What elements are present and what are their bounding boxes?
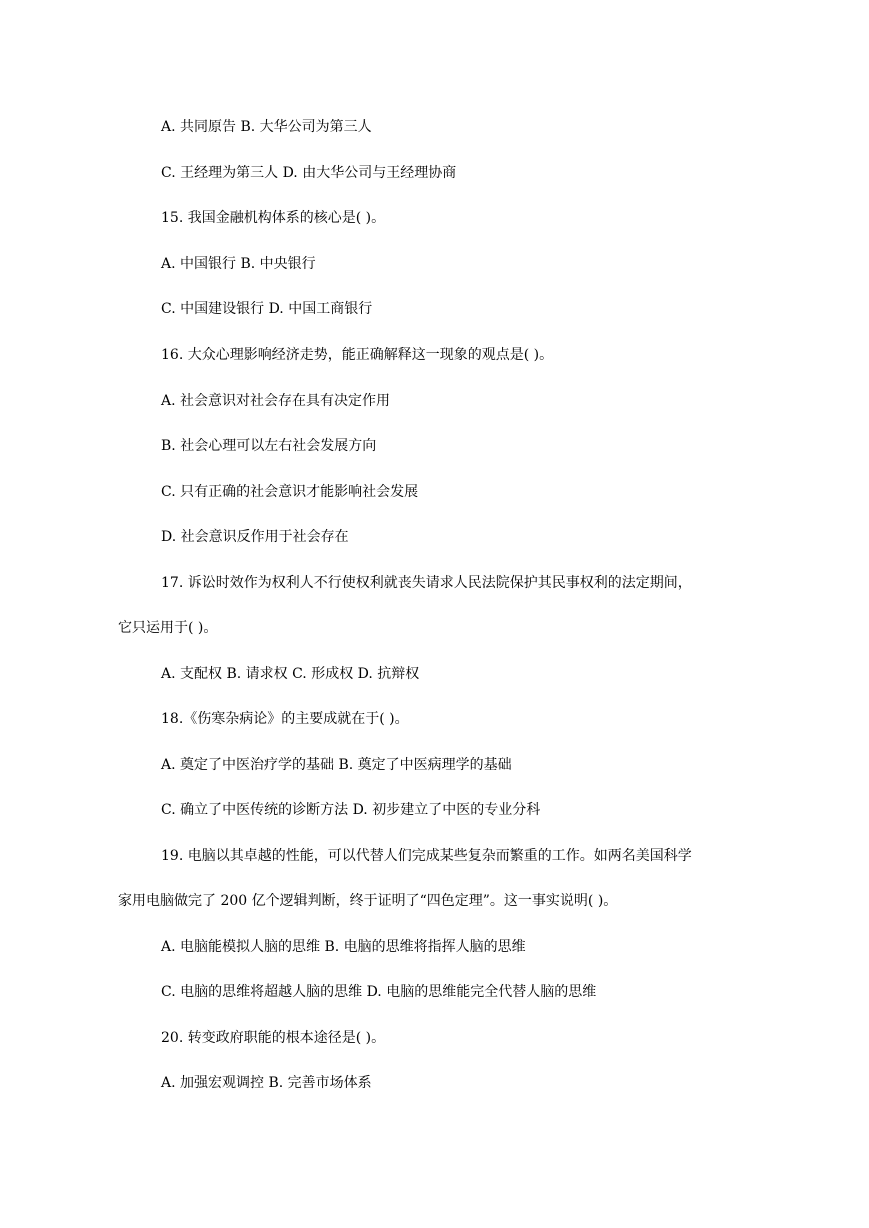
q20-options-ab: A. 加强宏观调控 B. 完善市场体系 [161, 1075, 372, 1091]
q14-options-cd: C. 王经理为第三人 D. 由大华公司与王经理协商 [161, 165, 457, 181]
q18-question: 18.《伤寒杂病论》的主要成就在于( )。 [161, 711, 409, 727]
q19-question-line1: 19. 电脑以其卓越的性能，可以代替人们完成某些复杂而繁重的工作。如两名美国科学 [161, 848, 692, 864]
q16-option-b: B. 社会心理可以左右社会发展方向 [161, 438, 377, 454]
q16-option-d: D. 社会意识反作用于社会存在 [161, 529, 349, 545]
q16-option-a: A. 社会意识对社会存在具有决定作用 [161, 393, 391, 409]
q20-question: 20. 转变政府职能的根本途径是( )。 [161, 1030, 386, 1046]
q18-options-ab: A. 奠定了中医治疗学的基础 B. 奠定了中医病理学的基础 [161, 757, 512, 773]
q16-question: 16. 大众心理影响经济走势，能正确解释这一现象的观点是( )。 [161, 347, 554, 363]
q17-options: A. 支配权 B. 请求权 C. 形成权 D. 抗辩权 [161, 666, 420, 682]
q15-options-cd: C. 中国建设银行 D. 中国工商银行 [161, 301, 373, 317]
q19-question-line2: 家用电脑做完了 200 亿个逻辑判断，终于证明了“四色定理”。这一事实说明( )。 [118, 893, 618, 909]
q19-options-cd: C. 电脑的思维将超越人脑的思维 D. 电脑的思维能完全代替人脑的思维 [161, 984, 597, 1000]
q17-question-line1: 17. 诉讼时效作为权利人不行使权利就丧失请求人民法院保护其民事权利的法定期间， [161, 575, 692, 591]
q19-options-ab: A. 电脑能模拟人脑的思维 B. 电脑的思维将指挥人脑的思维 [161, 939, 526, 955]
q17-question-line2: 它只运用于( )。 [118, 620, 218, 636]
q14-options-ab: A. 共同原告 B. 大华公司为第三人 [161, 119, 372, 135]
q16-option-c: C. 只有正确的社会意识才能影响社会发展 [161, 484, 419, 500]
q15-question: 15. 我国金融机构体系的核心是( )。 [161, 210, 386, 226]
q18-options-cd: C. 确立了中医传统的诊断方法 D. 初步建立了中医的专业分科 [161, 802, 541, 818]
q15-options-ab: A. 中国银行 B. 中央银行 [161, 256, 316, 272]
